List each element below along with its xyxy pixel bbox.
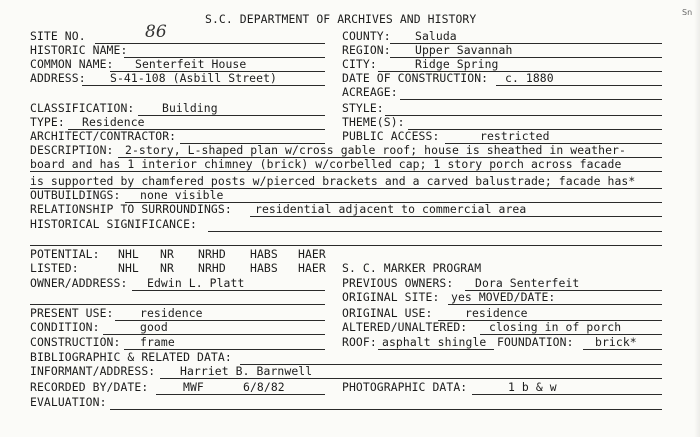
common-name-label: COMMON NAME: [30, 57, 114, 71]
region-value: Upper Savannah [415, 43, 513, 57]
photographic-data-value: 1 b & w [508, 380, 557, 394]
marker-program-label: S. C. MARKER PROGRAM [342, 261, 482, 275]
address-value: S-41-108 (Asbill Street) [110, 71, 277, 85]
listed-option-nhl[interactable]: NHL [118, 261, 139, 275]
historical-significance-underline-2 [30, 245, 662, 246]
potential-option-haer[interactable]: HAER [298, 247, 326, 261]
address-label: ADDRESS: [30, 71, 86, 85]
roof-label: ROOF: [342, 335, 377, 349]
evaluation-underline [110, 409, 662, 410]
style-underline [385, 115, 662, 116]
site-no-label: SITE NO. [30, 29, 86, 43]
type-value: Residence [82, 115, 145, 129]
type-label: TYPE: [30, 115, 65, 129]
listed-option-haer[interactable]: HAER [298, 261, 326, 275]
listed-option-habs[interactable]: HABS [250, 261, 278, 275]
foundation-underline [583, 349, 662, 350]
previous-owners-label: PREVIOUS OWNERS: [342, 276, 454, 290]
recorded-by-value: MWF [183, 380, 204, 394]
date-of-construction-label: DATE OF CONSTRUCTION: [342, 71, 489, 85]
condition-underline [103, 334, 325, 335]
public-access-label: PUBLIC ACCESS: [342, 129, 440, 143]
informant-underline [160, 378, 662, 379]
present-use-value: residence [140, 306, 203, 320]
foundation-label: FOUNDATION: [497, 335, 574, 349]
bibliographic-label: BIBLIOGRAPHIC & RELATED DATA: [30, 350, 232, 364]
construction-label: CONSTRUCTION: [30, 335, 121, 349]
county-label: COUNTY: [342, 29, 391, 43]
date-of-construction-value: c. 1880 [505, 71, 554, 85]
recorded-by-label: RECORDED BY/DATE: [30, 380, 149, 394]
corner-mark: Sn [682, 8, 693, 17]
description-line-2: board and has 1 interior chimney (brick) w/corbelled cap; 1 story porch across facade [30, 157, 622, 171]
classification-value: Building [162, 101, 218, 115]
recorded-by-underline [156, 394, 325, 395]
owner-address-underline [132, 290, 325, 291]
potential-option-nhl[interactable]: NHL [118, 247, 139, 261]
present-use-label: PRESENT USE: [30, 306, 114, 320]
outbuildings-value: none visible [140, 188, 224, 202]
theme-label: THEME(S): [342, 115, 405, 129]
relationship-underline [250, 216, 662, 217]
description-line-3: is supported by chamfered posts w/pierced brackets and a carved balustrade; facade has* [30, 174, 636, 188]
listed-option-nr[interactable]: NR [160, 261, 174, 275]
card-edge-shadow [694, 0, 700, 437]
potential-option-habs[interactable]: HABS [250, 247, 278, 261]
photographic-data-label: PHOTOGRAPHIC DATA: [342, 380, 468, 394]
potential-option-nrhd[interactable]: NRHD [198, 247, 226, 261]
construction-value: frame [140, 335, 175, 349]
recorded-date-value: 6/8/82 [243, 380, 285, 394]
classification-label: CLASSIFICATION: [30, 101, 135, 115]
historical-significance-underline [208, 231, 662, 232]
altered-label: ALTERED/UNALTERED: [342, 320, 468, 334]
description-label: DESCRIPTION: [30, 143, 114, 157]
relationship-label: RELATIONSHIP TO SURROUNDINGS: [30, 202, 232, 216]
classification-underline [138, 115, 325, 116]
original-use-value: residence [465, 306, 528, 320]
foundation-value: brick* [595, 335, 637, 349]
city-label: CITY: [342, 57, 377, 71]
informant-value: Harriet B. Barnwell [180, 364, 313, 378]
original-site-underline [448, 304, 662, 305]
historical-significance-label: HISTORICAL SIGNIFICANCE: [30, 217, 197, 231]
original-use-label: ORIGINAL USE: [342, 306, 433, 320]
public-access-value: restricted [480, 129, 550, 143]
condition-label: CONDITION: [30, 320, 100, 334]
city-value: Ridge Spring [415, 57, 499, 71]
description-underline-2 [30, 171, 662, 172]
date-of-construction-underline [496, 85, 662, 86]
county-value: Saluda [415, 29, 457, 43]
listed-label: LISTED: [30, 261, 79, 275]
roof-underline [378, 349, 494, 350]
relationship-value: residential adjacent to commercial area [255, 202, 527, 216]
original-site-value: yes MOVED/DATE: [451, 290, 556, 304]
acreage-underline [400, 99, 662, 100]
potential-option-nr[interactable]: NR [160, 247, 174, 261]
site-no-underline [95, 43, 325, 44]
condition-value: good [140, 320, 168, 334]
owner-address-underline-2 [30, 304, 325, 305]
architect-label: ARCHITECT/CONTRACTOR: [30, 129, 177, 143]
common-name-value: Senterfeit House [135, 57, 247, 71]
site-no-value: 86 [145, 22, 167, 42]
informant-label: INFORMANT/ADDRESS: [30, 364, 156, 378]
address-underline [82, 85, 325, 86]
description-underline-3 [30, 188, 662, 189]
altered-value: closing in of porch [489, 320, 622, 334]
evaluation-label: EVALUATION: [30, 395, 107, 409]
original-site-label: ORIGINAL SITE: [342, 290, 440, 304]
listed-option-nrhd[interactable]: NRHD [198, 261, 226, 275]
acreage-label: ACREAGE: [342, 85, 398, 99]
photographic-data-underline [472, 394, 662, 395]
outbuildings-label: OUTBUILDINGS: [30, 188, 121, 202]
style-label: STYLE: [342, 101, 384, 115]
form-header: S.C. DEPARTMENT OF ARCHIVES AND HISTORY [205, 12, 477, 26]
description-line-1: 2-story, L-shaped plan w/cross gable roof; house is sheathed in weather- [125, 143, 626, 157]
potential-label: POTENTIAL: [30, 247, 100, 261]
owner-address-label: OWNER/ADDRESS: [30, 276, 128, 290]
historic-name-label: HISTORIC NAME: [30, 43, 128, 57]
roof-value: asphalt shingle [382, 335, 487, 349]
previous-owners-value: Dora Senterfeit [475, 276, 580, 290]
region-label: REGION: [342, 43, 391, 57]
owner-address-value: Edwin L. Platt [147, 276, 245, 290]
